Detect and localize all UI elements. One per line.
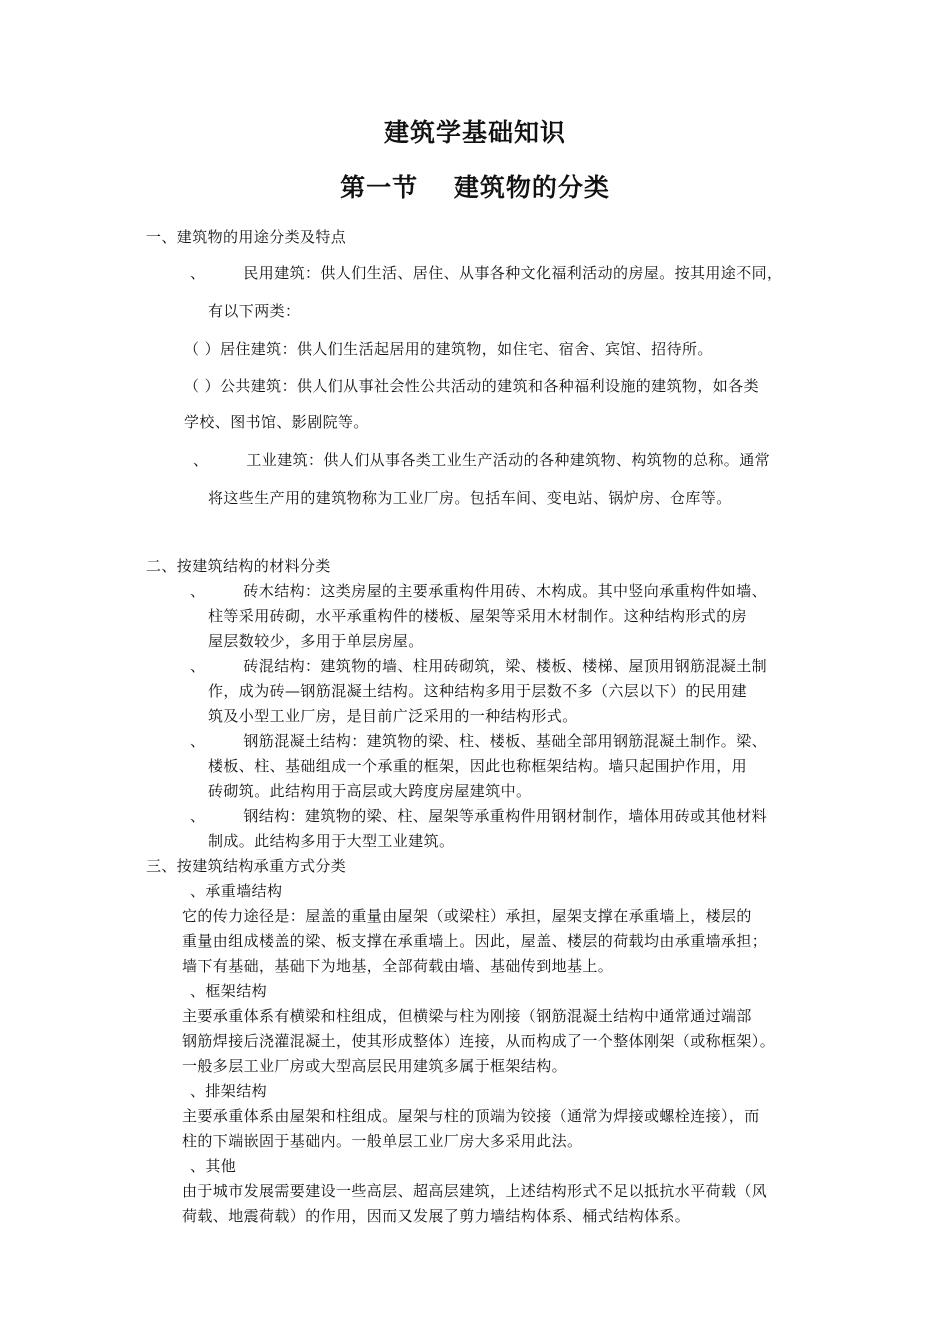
paragraph-bearing-wall-line-3: 墙下有基础，基础下为地基，全部荷载由墙、基础传到地基上。 — [182, 957, 614, 975]
paragraph-civil-line-2: 有以下两类： — [208, 302, 301, 320]
paragraph-other-line-2: 荷载、地震荷载）的作用，因而又发展了剪力墙结构体系、桶式结构体系。 — [182, 1207, 691, 1225]
paragraph-steel-line-1: 、 钢结构：建筑物的梁、柱、屋架等承重构件用钢材制作，墙体用砖或其他材料 — [190, 807, 768, 825]
heading-material-classification: 二、按建筑结构的材料分类 — [146, 557, 331, 575]
paragraph-brick-mix-line-3: 筑及小型工业厂房，是目前广泛采用的一种结构形式。 — [208, 707, 578, 725]
industrial-text-1: 工业建筑：供人们从事各类工业生产活动的各种建筑物、构筑物的总称。通常 — [246, 451, 771, 469]
paragraph-public-line-2: 学校、图书馆、影剧院等。 — [184, 413, 369, 431]
subheading-other: 、其他 — [190, 1157, 237, 1175]
steel-text-1: 钢结构：建筑物的梁、柱、屋架等承重构件用钢材制作，墙体用砖或其他材料 — [243, 807, 768, 825]
rc-text-1: 钢筋混凝土结构：建筑物的梁、柱、楼板、基础全部用钢筋混凝土制作。梁、 — [243, 732, 768, 750]
paragraph-bent-line-1: 主要承重体系由屋架和柱组成。屋架与柱的顶端为铰接（通常为焊接或螺栓连接），而 — [182, 1107, 760, 1125]
heading-usage-classification: 一、建筑物的用途分类及特点 — [146, 228, 347, 246]
paragraph-rc-line-2: 楼板、柱、基础组成一个承重的框架，因此也称框架结构。墙只起围护作用，用 — [208, 757, 748, 775]
paragraph-frame-line-2: 钢筋焊接后浇灌混凝土，使其形成整体）连接，从而构成了一个整体刚架（或称框架）。 — [182, 1032, 776, 1050]
paragraph-rc-line-3: 砖砌筑。此结构用于高层或大跨度房屋建筑中。 — [208, 782, 532, 800]
document-title: 建筑学基础知识 — [383, 118, 566, 147]
paragraph-civil-line-1: 、 民用建筑：供人们生活、居住、从事各种文化福利活动的房屋。按其用途不同， — [190, 264, 783, 282]
paragraph-frame-line-3: 一般多层工业厂房或大型高层民用建筑多属于框架结构。 — [182, 1057, 568, 1075]
paragraph-bent-line-2: 柱的下端嵌固于基础内。一般单层工业厂房大多采用此法。 — [182, 1132, 583, 1150]
subheading-frame: 、框架结构 — [190, 982, 268, 1000]
paragraph-bearing-wall-line-1: 它的传力途径是：屋盖的重量由屋架（或梁柱）承担，屋架支撑在承重墙上，楼层的 — [182, 907, 752, 925]
subheading-bent: 、排架结构 — [190, 1082, 268, 1100]
paragraph-frame-line-1: 主要承重体系有横梁和柱组成，但横梁与柱为刚接（钢筋混凝土结构中通常通过端部 — [182, 1007, 752, 1025]
heading-load-bearing-classification: 三、按建筑结构承重方式分类 — [146, 857, 347, 875]
paragraph-brick-mix-line-1: 、 砖混结构：建筑物的墙、柱用砖砌筑，梁、楼板、楼梯、屋顶用钢筋混凝土制 — [190, 657, 768, 675]
subheading-bearing-wall: 、承重墙结构 — [190, 882, 283, 900]
paragraph-brick-mix-line-2: 作，成为砖—钢筋混凝土结构。这种结构多用于层数不多（六层以下）的民用建 — [208, 682, 748, 700]
paragraph-steel-line-2: 制成。此结构多用于大型工业建筑。 — [208, 832, 455, 850]
paragraph-brick-wood-line-1: 、 砖木结构：这类房屋的主要承重构件用砖、木构成。其中竖向承重构件如墙、 — [190, 582, 768, 600]
civil-text-1: 民用建筑：供人们生活、居住、从事各种文化福利活动的房屋。按其用途不同， — [243, 264, 783, 282]
paragraph-bearing-wall-line-2: 重量由组成楼盖的梁、板支撑在承重墙上。因此，屋盖、楼层的荷载均由承重墙承担； — [182, 932, 768, 950]
paragraph-brick-wood-line-3: 屋层数较少，多用于单层房屋。 — [208, 632, 424, 650]
paragraph-industrial-line-2: 将这些生产用的建筑物称为工业厂房。包括车间、变电站、锅炉房、仓库等。 — [208, 489, 732, 507]
paragraph-brick-wood-line-2: 柱等采用砖砌，水平承重构件的楼板、屋架等采用木材制作。这种结构形式的房 — [208, 607, 748, 625]
paragraph-industrial-line-1: 、 工业建筑：供人们从事各类工业生产活动的各种建筑物、构筑物的总称。通常 — [193, 451, 771, 469]
section-title: 第一节 建筑物的分类 — [340, 173, 610, 202]
paragraph-other-line-1: 由于城市发展需要建设一些高层、超高层建筑，上述结构形式不足以抵抗水平荷载（风 — [182, 1182, 768, 1200]
brick-mix-text-1: 砖混结构：建筑物的墙、柱用砖砌筑，梁、楼板、楼梯、屋顶用钢筋混凝土制 — [243, 657, 768, 675]
paragraph-rc-line-1: 、 钢筋混凝土结构：建筑物的梁、柱、楼板、基础全部用钢筋混凝土制作。梁、 — [190, 732, 768, 750]
paragraph-residential: （ ）居住建筑：供人们生活起居用的建筑物，如住宅、宿舍、宾馆、招待所。 — [184, 340, 713, 358]
paragraph-public-line-1: （ ）公共建筑：供人们从事社会性公共活动的建筑和各种福利设施的建筑物，如各类 — [184, 377, 759, 395]
brick-wood-text-1: 砖木结构：这类房屋的主要承重构件用砖、木构成。其中竖向承重构件如墙、 — [243, 582, 768, 600]
